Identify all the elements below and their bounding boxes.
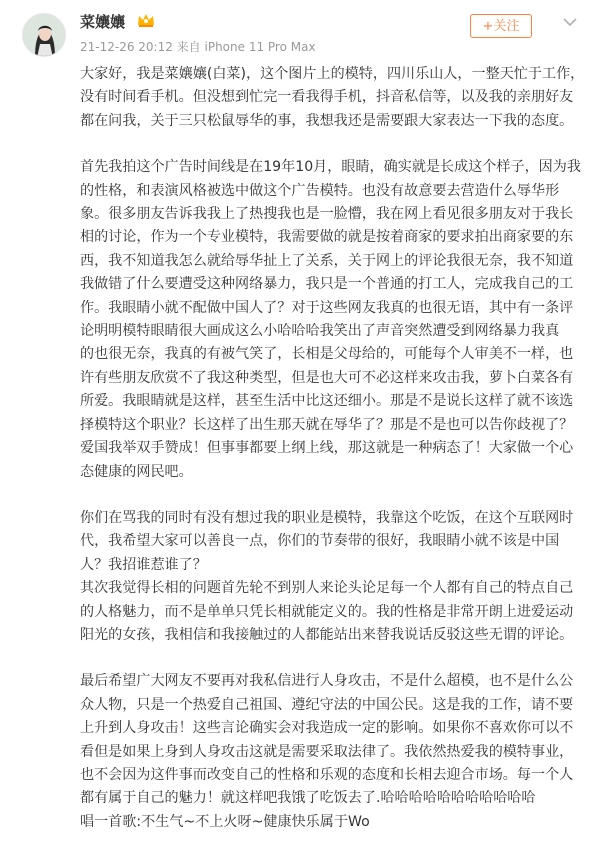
post-line: 所爱。我眼睛就是这样，甚至生活中比这还细小。那是不是说长这样了就不该选 bbox=[80, 393, 574, 410]
post-paragraph bbox=[80, 670, 585, 834]
post-line: 我做错了什么要遭受这种网络暴力，我只是一个普通的打工人，完成我自己的工 bbox=[80, 276, 574, 293]
post-line: 阳光的女孩，我相信和我接触过的人都能站出来替我说话反驳这些无谓的评论。 bbox=[80, 626, 574, 643]
post-line: 择模特这个职业？长这样了出生那天就在辱华了？那是不是也可以告你歧视了？ bbox=[80, 416, 574, 433]
post-paragraph bbox=[80, 507, 585, 647]
vip-crown-icon bbox=[137, 12, 155, 28]
post-line: 唱一首歌:不生气~不上火呀~健康快乐属于Wo bbox=[80, 813, 370, 830]
post-line: 看但是如果上身到人身攻击这就是需要采取法律了。我依然热爱我的模特事业， bbox=[80, 743, 574, 760]
post-line: 众人物，只是一个热爱自己祖国、遵纪守法的中国公民。这是我的工作，请不要 bbox=[80, 696, 574, 713]
avatar[interactable] bbox=[22, 13, 66, 57]
post-line: 最后希望广大网友不要再对我私信进行人身攻击，不是什么超模，也不是什么公 bbox=[80, 673, 574, 690]
post-line: 都在问我，关于三只松鼠辱华的事，我想我还是需要跟大家表达一下我的态度。 bbox=[80, 112, 574, 129]
post-line: 人？我招谁惹谁了？ bbox=[80, 556, 207, 573]
post-line: 西，我不知道我怎么就给辱华扯上了关系，关于网上的评论我很无奈，我不知道 bbox=[80, 252, 574, 269]
post-line: 态健康的网民吧。 bbox=[80, 463, 193, 480]
follow-button[interactable]: +关注 bbox=[470, 14, 532, 38]
post-line: 的人格魅力，而不是单单只凭长相就能定义的。我的性格是非常开朗上进爱运动 bbox=[80, 603, 574, 620]
chevron-down-icon[interactable] bbox=[562, 14, 578, 30]
post-line: 的也很无奈，我真的有被气笑了，长相是父母给的，可能每个人审美不一样，也 bbox=[80, 346, 574, 363]
post-line: 的性格，和表演风格被选中做这个广告模特。也没有故意要去营造什么辱华形 bbox=[80, 182, 560, 199]
post-meta: 21-12-26 20:12 来自 iPhone 11 Pro Max bbox=[80, 40, 316, 54]
post-line: 爱国我举双手赞成！但事事都要上纲上线，那这就是一种病态了！大家做一个心 bbox=[80, 440, 574, 457]
post-line: 都有属于自己的魅力！就这样吧我饿了吃饭去了.哈哈哈哈哈哈哈哈哈哈哈 bbox=[80, 790, 536, 807]
post-paragraph bbox=[80, 63, 585, 133]
post-line: 首先我拍这个广告时间线是在19年10月，眼睛，确实就是长成这个样子，因为我 bbox=[80, 159, 581, 176]
post-line: 作。我眼睛小就不配做中国人了？对于这些网友我真的也很无语，其中有一条评 bbox=[80, 299, 574, 316]
post-body bbox=[80, 63, 585, 857]
post-line: 你们在骂我的同时有没有想过我的职业是模特，我靠这个吃饭，在这个互联网时 bbox=[80, 509, 574, 526]
post-line: 许有些朋友欣赏不了我这种类型，但是也大可不必这样来攻击我，萝卜白菜各有 bbox=[80, 369, 574, 386]
avatar-image bbox=[23, 14, 66, 57]
post-line: 相的讨论，作为一个专业模特，我需要做的就是按着商家的要求拍出商家要的东 bbox=[80, 229, 574, 246]
post-line: 上升到人身攻击！这些言论确实会对我造成一定的影响。如果你不喜欢你可以不 bbox=[80, 720, 574, 737]
post-paragraph bbox=[80, 156, 585, 484]
post-line: 代，我希望大家可以善良一点，你们的节奏带的很好，我眼睛小就不该是中国 bbox=[80, 533, 560, 550]
post-line: 其次我觉得长相的问题首先轮不到别人来论头论足每一个人都有自己的特点自己 bbox=[80, 580, 574, 597]
post-line: 象。很多朋友告诉我我上了热搜我也是一脸懵，我在网上看见很多朋友对于我长 bbox=[80, 206, 574, 223]
post-line: 大家好，我是菜孃孃(白菜)，这个图片上的模特，四川乐山人，一整天忙于工作， bbox=[80, 66, 585, 82]
post-line: 论明明模特眼睛很大画成这么小哈哈哈我笑出了声音突然遭受到网络暴力我真 bbox=[80, 323, 560, 340]
user-name[interactable]: 菜孃孃 bbox=[80, 13, 126, 31]
post-line: 也不会因为这件事而改变自己的性格和乐观的态度和长相去迎合市场。每一个人 bbox=[80, 766, 574, 783]
post-header bbox=[0, 0, 595, 66]
post-line: 没有时间看手机。但没想到忙完一看我得手机，抖音私信等，以及我的亲朋好友 bbox=[80, 89, 574, 106]
